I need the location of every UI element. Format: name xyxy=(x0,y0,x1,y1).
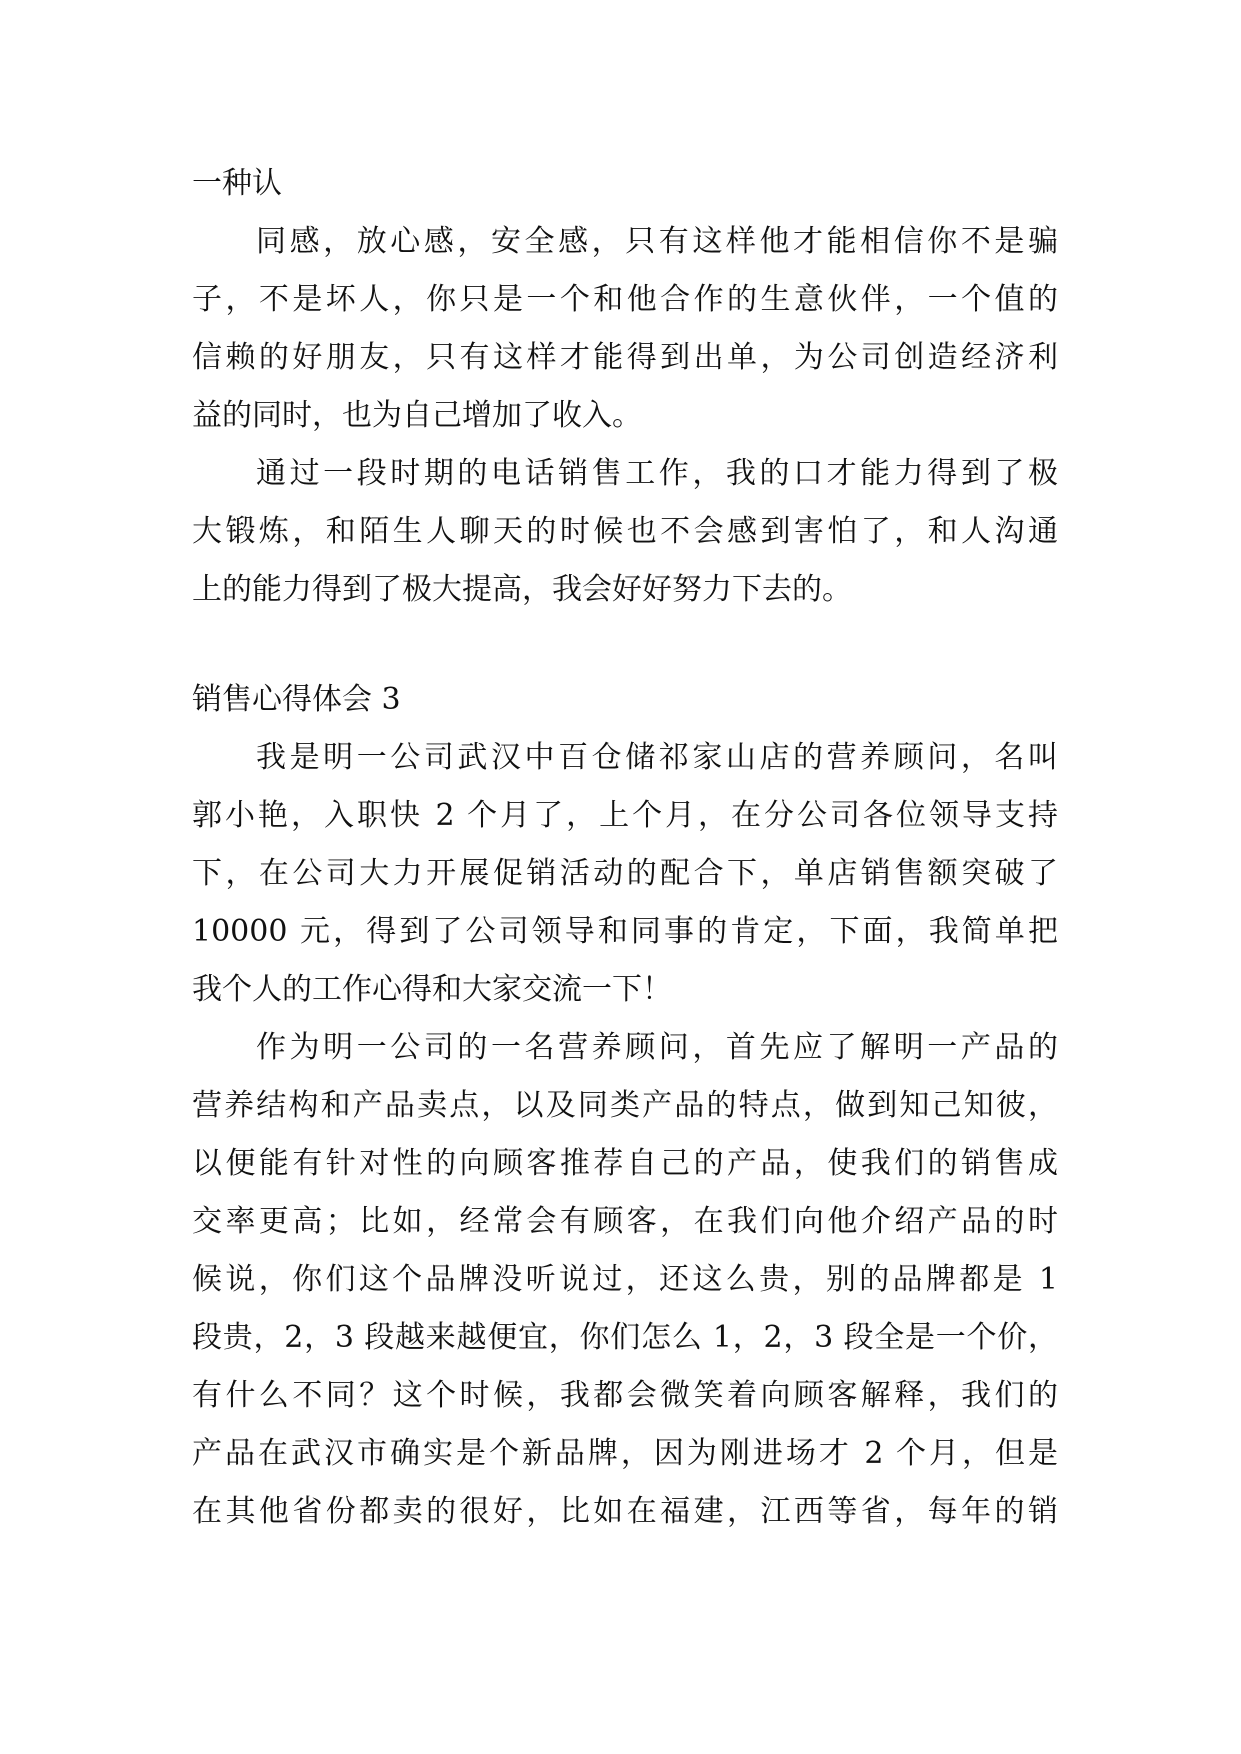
paragraph-4-line-1: 作为明一公司的一名营养顾问，首先应了解明一产品的 xyxy=(256,1030,1058,1065)
document-content xyxy=(192,155,1058,1541)
paragraph-2 xyxy=(192,445,1058,619)
paragraph-4-line-4: 交率更高；比如，经常会有顾客，在我们向他介绍产品的时 xyxy=(192,1204,1058,1239)
paragraph-2-line-2: 大锻炼，和陌生人聊天的时候也不会感到害怕了，和人沟通 xyxy=(192,514,1058,549)
paragraph-3-line-4: 10000 元，得到了公司领导和同事的肯定，下面，我简单把 xyxy=(192,914,1058,949)
paragraph-3-line-3: 下，在公司大力开展促销活动的配合下，单店销售额突破了 xyxy=(192,856,1058,891)
paragraph-4-line-2: 营养结构和产品卖点，以及同类产品的特点，做到知己知彼， xyxy=(192,1088,1058,1123)
intro-fragment: 一种认 xyxy=(192,166,282,201)
paragraph-4-line-9: 在其他省份都卖的很好，比如在福建，江西等省，每年的销 xyxy=(192,1494,1058,1529)
paragraph-1-line-1: 同感，放心感，安全感，只有这样他才能相信你不是骗 xyxy=(256,224,1058,259)
section-title: 销售心得体会 3 xyxy=(192,682,401,717)
paragraph-4 xyxy=(192,1019,1058,1541)
paragraph-4-line-6: 段贵，2，3 段越来越便宜，你们怎么 1，2，3 段全是一个价， xyxy=(192,1320,1058,1355)
paragraph-4-line-3: 以便能有针对性的向顾客推荐自己的产品，使我们的销售成 xyxy=(192,1146,1058,1181)
paragraph-3 xyxy=(192,729,1058,1019)
paragraph-4-line-5: 候说，你们这个品牌没听说过，还这么贵，别的品牌都是 1 xyxy=(192,1262,1058,1297)
paragraph-1 xyxy=(192,213,1058,445)
paragraph-1-line-2: 子，不是坏人，你只是一个和他合作的生意伙伴，一个值的 xyxy=(192,282,1058,317)
paragraph-1-line-3: 信赖的好朋友，只有这样才能得到出单，为公司创造经济利 xyxy=(192,340,1058,375)
paragraph-1-line-4: 益的同时，也为自己增加了收入。 xyxy=(192,398,642,433)
paragraph-3-line-5: 我个人的工作心得和大家交流一下！ xyxy=(192,972,672,1007)
paragraph-3-line-1: 我是明一公司武汉中百仓储祁家山店的营养顾问，名叫 xyxy=(256,740,1058,775)
paragraph-2-line-3: 上的能力得到了极大提高，我会好好努力下去的。 xyxy=(192,572,852,607)
paragraph-3-line-2: 郭小艳，入职快 2 个月了，上个月，在分公司各位领导支持 xyxy=(192,798,1058,833)
section-spacer xyxy=(192,619,1058,671)
paragraph-4-line-7: 有什么不同？这个时候，我都会微笑着向顾客解释，我们的 xyxy=(192,1378,1058,1413)
paragraph-4-line-8: 产品在武汉市确实是个新品牌，因为刚进场才 2 个月，但是 xyxy=(192,1436,1058,1471)
paragraph-2-line-1: 通过一段时期的电话销售工作，我的口才能力得到了极 xyxy=(256,456,1058,491)
